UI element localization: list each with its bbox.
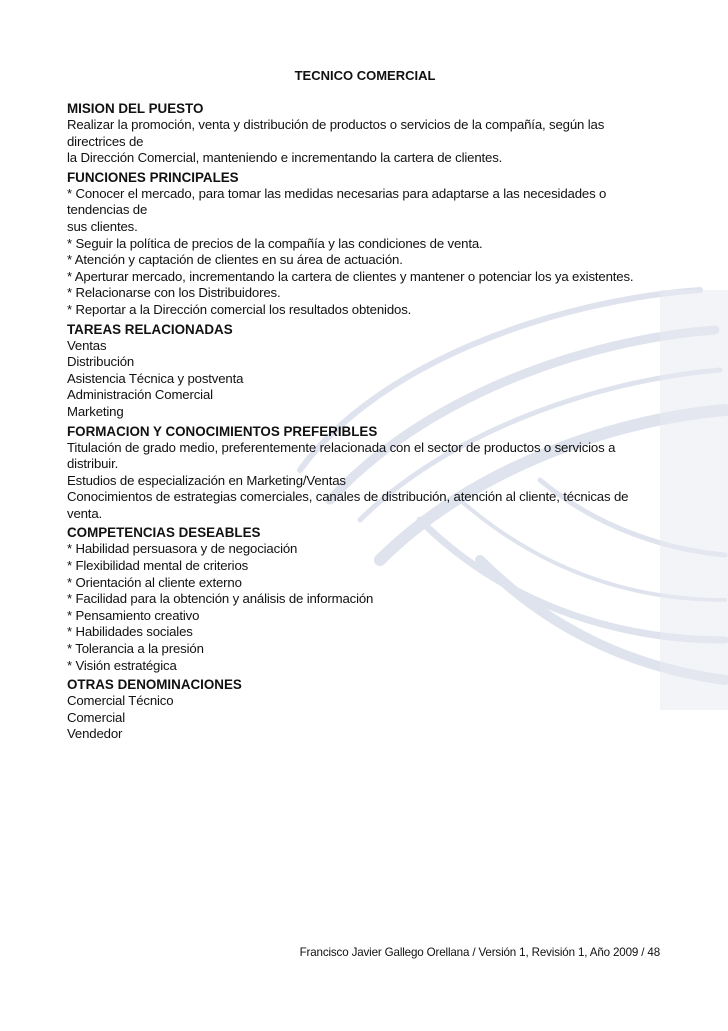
section <box>67 423 663 523</box>
section-body <box>67 541 663 674</box>
text-line: * Seguir la política de precios de la compañía y las condiciones de venta. <box>67 235 483 251</box>
section <box>67 100 663 167</box>
section-heading: FUNCIONES PRINCIPALES <box>67 169 239 185</box>
text-line: * Pensamiento creativo <box>67 607 200 623</box>
section-heading: MISION DEL PUESTO <box>67 101 204 116</box>
text-line: Titulación de grado medio, preferentemente relacionada con el sector de productos o servicios a distribuir. <box>67 439 616 472</box>
text-line: Estudios de especialización en Marketing/Ventas <box>67 472 346 488</box>
text-line: * Atención y captación de clientes en su área de actuación. <box>67 252 403 268</box>
section-body <box>67 440 663 523</box>
section-body <box>67 117 663 167</box>
text-line: Vendedor <box>67 726 123 742</box>
section-heading: OTRAS DENOMINACIONES <box>67 677 242 693</box>
text-line: la Dirección Comercial, manteniendo e incrementando la cartera de clientes. <box>67 150 503 166</box>
section-heading: COMPETENCIAS DESEABLES <box>67 525 261 541</box>
text-line: Comercial Técnico <box>67 693 174 709</box>
text-line: Realizar la promoción, venta y distribución de productos o servicios de la compañía, según las directrices de <box>67 117 605 149</box>
text-line: Marketing <box>67 403 124 419</box>
document-title: TECNICO COMERCIAL <box>294 68 436 83</box>
text-line: * Orientación al cliente externo <box>67 574 242 590</box>
section-body <box>67 338 663 421</box>
text-line: * Conocer el mercado, para tomar las medidas necesarias para adaptarse a las necesidades o tendencias de <box>67 185 607 218</box>
section-body <box>67 186 663 319</box>
section <box>67 169 663 319</box>
section <box>67 676 663 743</box>
text-line: * Habilidad persuasora y de negociación <box>67 541 298 557</box>
text-line: * Flexibilidad mental de criterios <box>67 558 249 574</box>
section-heading: FORMACION Y CONOCIMIENTOS PREFERIBLES <box>67 423 378 439</box>
document-page <box>67 62 663 745</box>
text-line: * Reportar a la Dirección comercial los resultados obtenidos. <box>67 301 412 317</box>
text-line: Comercial <box>67 709 126 725</box>
text-line: Distribución <box>67 354 135 370</box>
text-line: * Visión estratégica <box>67 657 177 673</box>
text-line: * Relacionarse con los Distribuidores. <box>67 285 281 301</box>
section-body <box>67 693 663 743</box>
text-line: * Tolerancia a la presión <box>67 641 204 657</box>
text-line: * Facilidad para la obtención y análisis de información <box>67 591 374 607</box>
text-line: * Aperturar mercado, incrementando la cartera de clientes y mantener o potenciar los ya existentes. <box>67 268 634 284</box>
section <box>67 321 663 421</box>
text-line: Conocimientos de estrategias comerciales, canales de distribución, atención al cliente, técnicas de venta. <box>67 489 629 521</box>
section-heading: TAREAS RELACIONADAS <box>67 321 233 337</box>
text-line: sus clientes. <box>67 218 138 234</box>
text-line: Administración Comercial <box>67 387 213 403</box>
sections-container <box>67 100 663 743</box>
text-line: * Habilidades sociales <box>67 624 193 640</box>
text-line: Ventas <box>67 337 107 353</box>
page-footer: Francisco Javier Gallego Orellana / Versión 1, Revisión 1, Año 2009 / 48 <box>299 946 660 959</box>
section <box>67 524 663 674</box>
text-line: Asistencia Técnica y postventa <box>67 370 244 386</box>
